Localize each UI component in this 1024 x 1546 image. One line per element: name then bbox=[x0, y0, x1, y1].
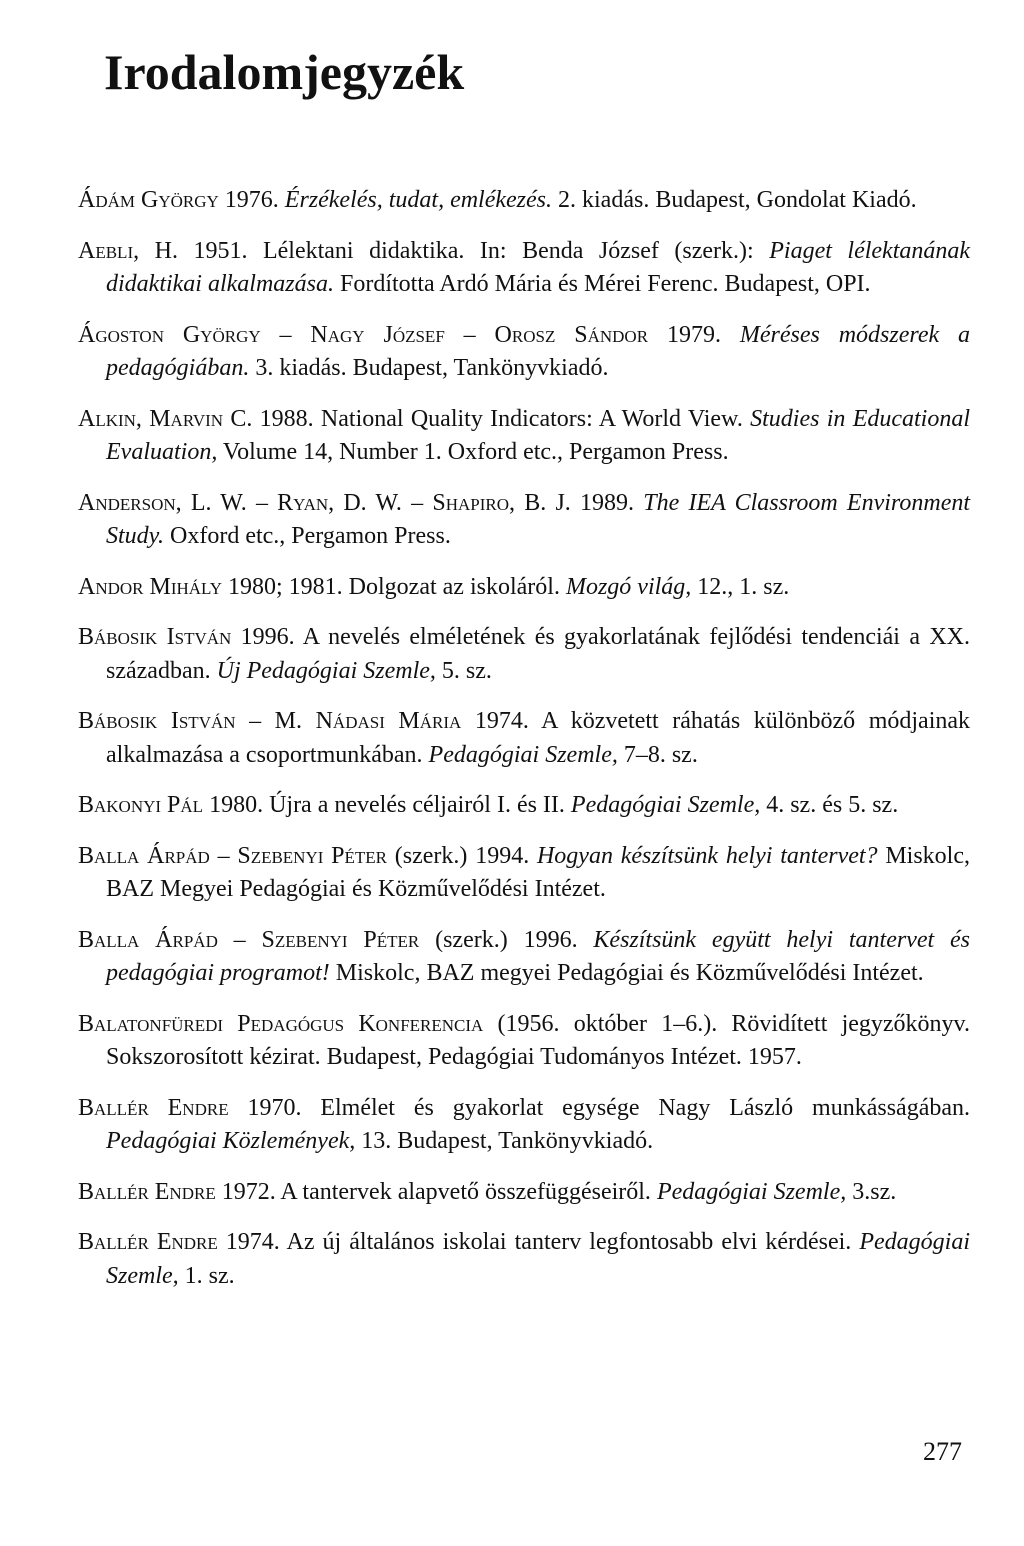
bibliography-entry bbox=[78, 184, 970, 218]
entry-publisher: Miskolc, BAZ megyei Pedagógiai és Közművelődési Intézet. bbox=[329, 960, 924, 986]
entry-text: (szerk.) 1996. bbox=[419, 926, 594, 953]
entry-author: Ballér Endre bbox=[78, 1094, 229, 1121]
entry-author: Ágoston György – Nagy József – Orosz Sándor bbox=[78, 321, 649, 348]
entry-publisher: 12., 1. sz. bbox=[691, 573, 790, 600]
entry-author: Bábosik István bbox=[78, 624, 232, 650]
entry-publisher: Volume 14, Number 1. Oxford etc., Pergamon Press. bbox=[217, 439, 729, 465]
entry-title: Mozgó világ, bbox=[565, 573, 692, 600]
entry-author: Ballér Endre bbox=[78, 1229, 218, 1255]
entry-author: Alkin, Marvin C. bbox=[78, 405, 253, 432]
entry-author: Aebli, H. bbox=[78, 237, 178, 264]
entry-title: Hogyan készítsünk helyi tantervet? bbox=[536, 842, 878, 869]
entry-author: Balatonfüredi Pedagógus Konferencia bbox=[78, 1010, 484, 1037]
entry-publisher: 3. kiadás. Budapest, Tankönyvkiadó. bbox=[249, 355, 609, 381]
entry-text: (1956. október 1–6.). Rövidített jegyzőkönyv. Sokszorosított kézirat. Budapest, Pedagógiai Tudományos Intézet. 1957. bbox=[106, 1010, 970, 1070]
bibliography-entry bbox=[78, 840, 970, 907]
entry-author: Ádám György bbox=[78, 187, 219, 213]
entry-publisher: 2. kiadás. Budapest, Gondolat Kiadó. bbox=[552, 187, 917, 213]
entry-publisher: 13. Budapest, Tankönyvkiadó. bbox=[355, 1128, 654, 1154]
entry-publisher: Fordította Ardó Mária és Mérei Ferenc. Budapest, OPI. bbox=[333, 271, 871, 297]
entry-publisher: 1. sz. bbox=[178, 1262, 235, 1289]
bibliography-entry bbox=[78, 789, 970, 823]
entry-text: 1974. A közvetett ráhatás különböző módjainak alkalmazása a csoportmunkában. bbox=[106, 708, 971, 768]
bibliography-entry bbox=[78, 319, 970, 386]
entry-publisher: 5. sz. bbox=[435, 657, 492, 684]
bibliography-entry bbox=[78, 571, 970, 605]
entry-title: Pedagógiai Közlemények, bbox=[106, 1128, 356, 1154]
entry-text: 1951. Lélektani didaktika. In: Benda József (szerk.): bbox=[177, 237, 770, 264]
entry-publisher: Miskolc, BAZ Megyei Pedagógiai és Közművelődési Intézet. bbox=[106, 842, 970, 902]
entry-author: Bábosik István – M. Nádasi Mária bbox=[78, 708, 462, 734]
entry-text: (szerk.) 1994. bbox=[387, 842, 537, 869]
bibliography-entry bbox=[78, 621, 970, 688]
bibliography-entry bbox=[78, 1008, 970, 1075]
entry-title: Új Pedagógiai Szemle, bbox=[216, 657, 436, 684]
bibliography-entry bbox=[78, 487, 970, 554]
entry-title: Pedagógiai Szemle, bbox=[656, 1178, 847, 1205]
entry-author: Anderson, L. W. – Ryan, D. W. – Shapiro, B. J. bbox=[78, 489, 571, 516]
entry-title: Érzékelés, tudat, emlékezés. bbox=[284, 187, 553, 213]
entry-title: Pedagógiai Szemle, bbox=[428, 741, 618, 768]
entry-author: Andor Mihály bbox=[78, 573, 223, 600]
entry-text: 1974. Az új általános iskolai tanterv legfontosabb elvi kérdései. bbox=[217, 1229, 860, 1255]
entry-text: 1996. A nevelés elméletének és gyakorlatának fejlődési tendenciái a XX. században. bbox=[106, 624, 970, 684]
page-number: 277 bbox=[923, 1437, 962, 1466]
entry-author: Balla Árpád – Szebenyi Péter bbox=[78, 926, 420, 953]
bibliography-entry bbox=[78, 403, 970, 470]
entry-title: Készítsünk együtt helyi tantervet és pedagógiai programot! bbox=[106, 926, 971, 986]
entry-text: 1988. National Quality Indicators: A World View. bbox=[252, 405, 751, 432]
entry-text: 1970. Elmélet és gyakorlat egysége Nagy László munkásságában. bbox=[228, 1094, 970, 1121]
entry-author: Ballér Endre bbox=[78, 1178, 216, 1205]
entry-text: 1980. Újra a nevelés céljairól I. és II. bbox=[203, 792, 571, 818]
bibliography-list bbox=[78, 184, 970, 1310]
bibliography-entry bbox=[78, 705, 970, 772]
entry-title: Méréses módszerek a pedagógiában. bbox=[106, 321, 971, 381]
bibliography-entry bbox=[78, 235, 970, 302]
page-title: Irodalomjegyzék bbox=[104, 44, 465, 100]
bibliography-entry bbox=[78, 1176, 970, 1210]
entry-title: Piaget lélektanának didaktikai alkalmazása. bbox=[106, 237, 971, 297]
bibliography-entry bbox=[78, 924, 970, 991]
entry-title: Studies in Educational Evaluation, bbox=[106, 405, 971, 465]
entry-title: Pedagógiai Szemle, bbox=[106, 1229, 970, 1289]
entry-publisher: 4. sz. és 5. sz. bbox=[760, 792, 899, 818]
entry-text: 1976. bbox=[218, 187, 285, 213]
entry-text: 1980; 1981. Dolgozat az iskoláról. bbox=[222, 573, 566, 600]
entry-text: 1989. bbox=[570, 489, 644, 516]
entry-author: Balla Árpád – Szebenyi Péter bbox=[78, 842, 388, 869]
entry-publisher: Oxford etc., Pergamon Press. bbox=[164, 523, 451, 549]
bibliography-entry bbox=[78, 1226, 970, 1293]
entry-title: The IEA Classroom Environment Study. bbox=[106, 489, 971, 549]
entry-author: Bakonyi Pál bbox=[78, 792, 204, 818]
entry-text: 1972. A tantervek alapvető összefüggéseiről. bbox=[215, 1178, 657, 1205]
entry-publisher: 3.sz. bbox=[846, 1178, 897, 1205]
bibliography-entry bbox=[78, 1092, 970, 1159]
entry-text: 1979. bbox=[648, 321, 740, 348]
entry-title: Pedagógiai Szemle, bbox=[570, 792, 761, 818]
entry-publisher: 7–8. sz. bbox=[617, 741, 698, 768]
